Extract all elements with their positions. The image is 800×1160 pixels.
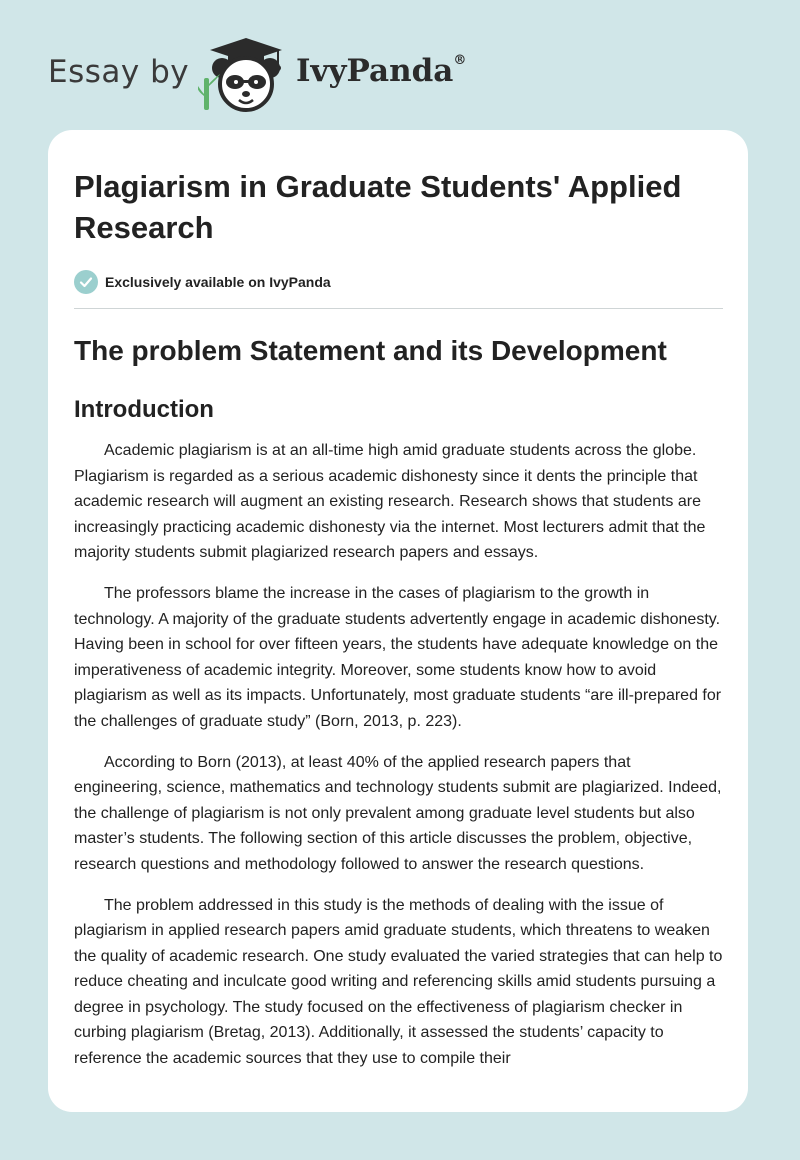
body-paragraph: The problem addressed in this study is the methods of dealing with the issue of plagiarism in applied research papers amid graduate students, which threatens to weaken the quality of academic research. One study evaluated the varied strategies that can help to reduce cheating and inculcate good writing and referencing skills amid students pursuing a degree in psychology. The study focused on the effectiveness of plagiarism checker in curbing plagiarism (Bretag, 2013). Additionally, it assessed the students’ capacity to reference the academic sources that they use to compile their bbox=[74, 896, 723, 1068]
section-heading: The problem Statement and its Development bbox=[74, 335, 667, 366]
subsection-heading: Introduction bbox=[74, 396, 214, 423]
exclusive-badge bbox=[74, 270, 723, 294]
article-title: Plagiarism in Graduate Students' Applied Research bbox=[74, 169, 682, 245]
panda-graduate-logo-icon bbox=[198, 34, 294, 114]
body-paragraph: Academic plagiarism is at an all-time high amid graduate students across the globe. Plagiarism is regarded as a serious academic dishonesty since it dents the principle that academic research will augment an existing research. Research shows that students are increasingly practicing academic dishonesty via the internet. Most lecturers admit that the majority students submit plagiarized research papers and essays. bbox=[74, 442, 706, 562]
article-content bbox=[74, 166, 723, 1087]
exclusive-badge-text: Exclusively available on IvyPanda bbox=[105, 274, 331, 290]
checkmark-icon bbox=[74, 270, 98, 294]
essay-by-label: Essay by bbox=[48, 54, 190, 90]
article-body bbox=[74, 438, 723, 1072]
registered-mark: ® bbox=[453, 52, 467, 68]
article-card bbox=[48, 130, 748, 1112]
divider bbox=[74, 308, 723, 309]
brand-header[interactable] bbox=[48, 34, 508, 114]
body-paragraph: The professors blame the increase in the cases of plagiarism to the growth in technology. A majority of the graduate students advertently engage in academic dishonesty. Having been in school for over fifteen years, the students have adequate knowledge on the imperativeness of academic integrity. Moreover, some students know how to avoid plagiarism as well as its impacts. Unfortunately, most graduate students “are ill-prepared for the challenges of graduate study” (Born, 2013, p. 223). bbox=[74, 584, 722, 730]
brand-name: IvyPanda® bbox=[296, 52, 467, 89]
body-paragraph: According to Born (2013), at least 40% of the applied research papers that engineering, science, mathematics and technology students submit are plagiarized. Indeed, the challenge of plagiarism is not only prevalent among graduate level students but also master’s students. The following section of this article discusses the problem, objective, research questions and methodology followed to answer the research questions. bbox=[74, 753, 722, 873]
